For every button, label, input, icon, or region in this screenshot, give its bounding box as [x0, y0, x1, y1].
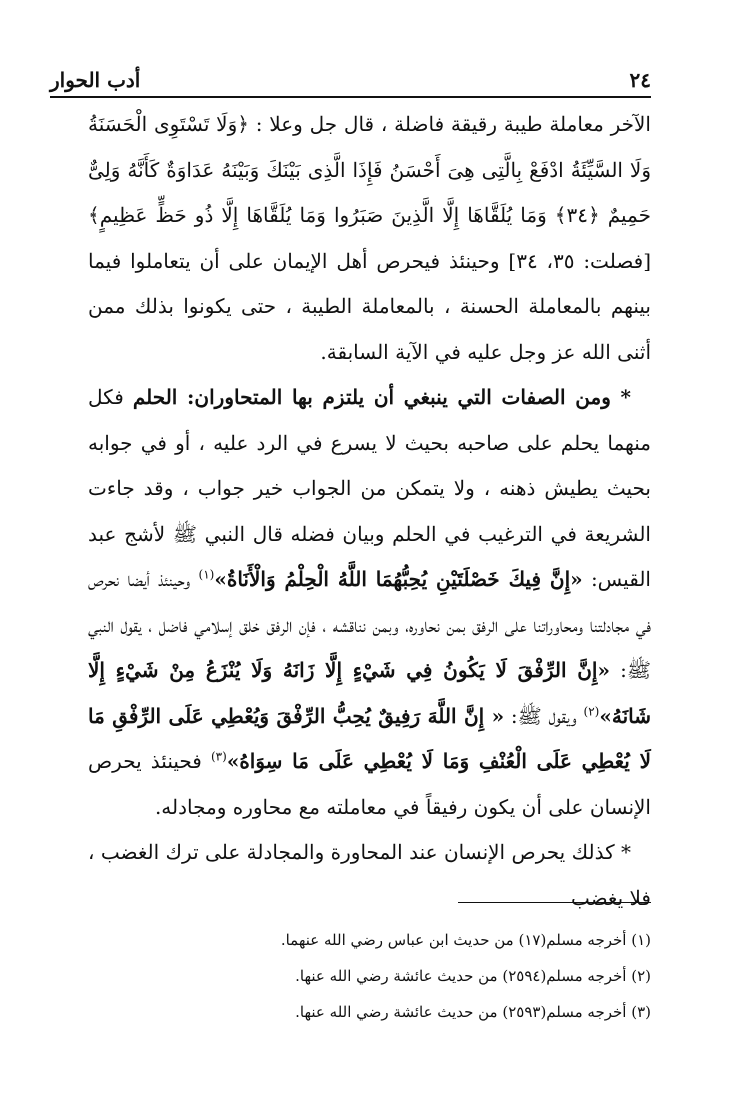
paragraph-3	[88, 830, 651, 921]
paragraph-1-intro: الآخر معاملة طيبة رقيقة فاضلة ، قال جل وعلا :	[248, 112, 651, 136]
footnote-3: (٣) أخرجه مسلم(٢٥٩٣) من حديث عائشة رضي الله عنها.	[295, 1003, 651, 1021]
paragraph-2-text-a: فكل منهما يحلم على صاحبه بحيث لا يسرع في الرد عليه ، أو في جوابه بحيث يطيش ذهنه ، ولا يتمكن من الجواب خير جواب ، وقد جاءت الشريعة في الترغيب في الحلم وبيان فضله قال النبي ﷺ لأشج عبد القيس:	[88, 385, 651, 591]
main-text	[88, 102, 651, 921]
footnotes	[200, 922, 651, 1030]
footnote-ref-2: (٢)	[583, 703, 600, 718]
paragraph-2-text-c: ويقول ﷺ:	[504, 703, 584, 728]
paragraph-2-lead: * ومن الصفات التي ينبغي أن يلتزم بها المتحاوران: الحلم	[132, 385, 632, 409]
footnote-ref-3: (٣)	[210, 749, 227, 764]
paragraph-3-text: * كذلك يحرص الإنسان عند المحاورة والمجادلة على ترك الغضب ، فلا يغضب	[88, 840, 651, 910]
hadith-2: «إِنَّ الرِّفْقَ لَا يَكُونُ فِي شَيْءٍ إِلَّا زَانَهُ وَلَا يُنْزَعُ مِنْ شَيْءٍ إِلَّا شَانَهُ»	[88, 658, 651, 728]
paragraph-2-text-d: فحينئذ يحرص الإنسان على أن يكون رفيقاً في معاملته مع محاوره ومجادله.	[88, 749, 651, 819]
footnote-1: (١) أخرجه مسلم(١٧) من حديث ابن عباس رضي الله عنهما.	[280, 931, 651, 949]
page-header	[50, 58, 651, 98]
quran-verse: ﴿وَلَا تَسْتَوِى الْحَسَنَةُ وَلَا السَّيِّئَةُ ادْفَعْ بِالَّتِى هِىَ أَحْسَنُ فَإِذَا الَّذِى بَيْنَكَ وَبَيْنَهُ عَدَاوَةٌ كَأَنَّهُ وَلِىٌّ حَمِيمٌ ﴿٣٤﴾ وَمَا يُلَقَّاهَا إِلَّا الَّذِينَ صَبَرُوا وَمَا يُلَقَّاهَا إِلَّا ذُو حَظٍّ عَظِيمٍ﴾	[88, 112, 651, 227]
page-number: ٢٤	[629, 68, 651, 92]
footnote-separator	[458, 902, 651, 903]
footnote-2: (٢) أخرجه مسلم(٢٥٩٤) من حديث عائشة رضي الله عنها.	[295, 967, 651, 985]
hadith-3: « إِنَّ اللَّهَ رَفِيقٌ يُحِبُّ الرِّفْقَ وَيُعْطِي عَلَى الرِّفْقِ مَا لَا يُعْطِي عَلَى الْعُنْفِ وَمَا لَا يُعْطِي عَلَى مَا سِوَاهُ»	[88, 703, 651, 773]
hadith-1: «إِنَّ فِيكَ خَصْلَتَيْنِ يُحِبُّهُمَا اللَّهُ الْحِلْمُ وَالْأَنَاةُ»	[214, 567, 583, 591]
paragraph-2	[88, 375, 651, 830]
paragraph-1-rest: [فصلت: ٣٥، ٣٤] وحينئذ فيحرص أهل الإيمان على أن يتعاملوا فيما بينهم بالمعاملة الحسنة ، بالمعاملة الطيبة ، حتى يكونوا بذلك ممن أثنى الله عز وجل عليه في الآية السابقة.	[88, 248, 652, 364]
paragraph-2-text-b: وحينئذ أيضا نحرص في مجادلتنا ومحاوراتنا على الرفق بمن نحاوره، وبمن نناقشه ، فإن الرفق خلق إسلامي فاضل ، يقول النبي ﷺ:	[88, 567, 651, 682]
running-title: أدب الحوار	[50, 68, 141, 92]
footnote-ref-1: (١)	[198, 567, 215, 582]
paragraph-1	[88, 102, 651, 375]
